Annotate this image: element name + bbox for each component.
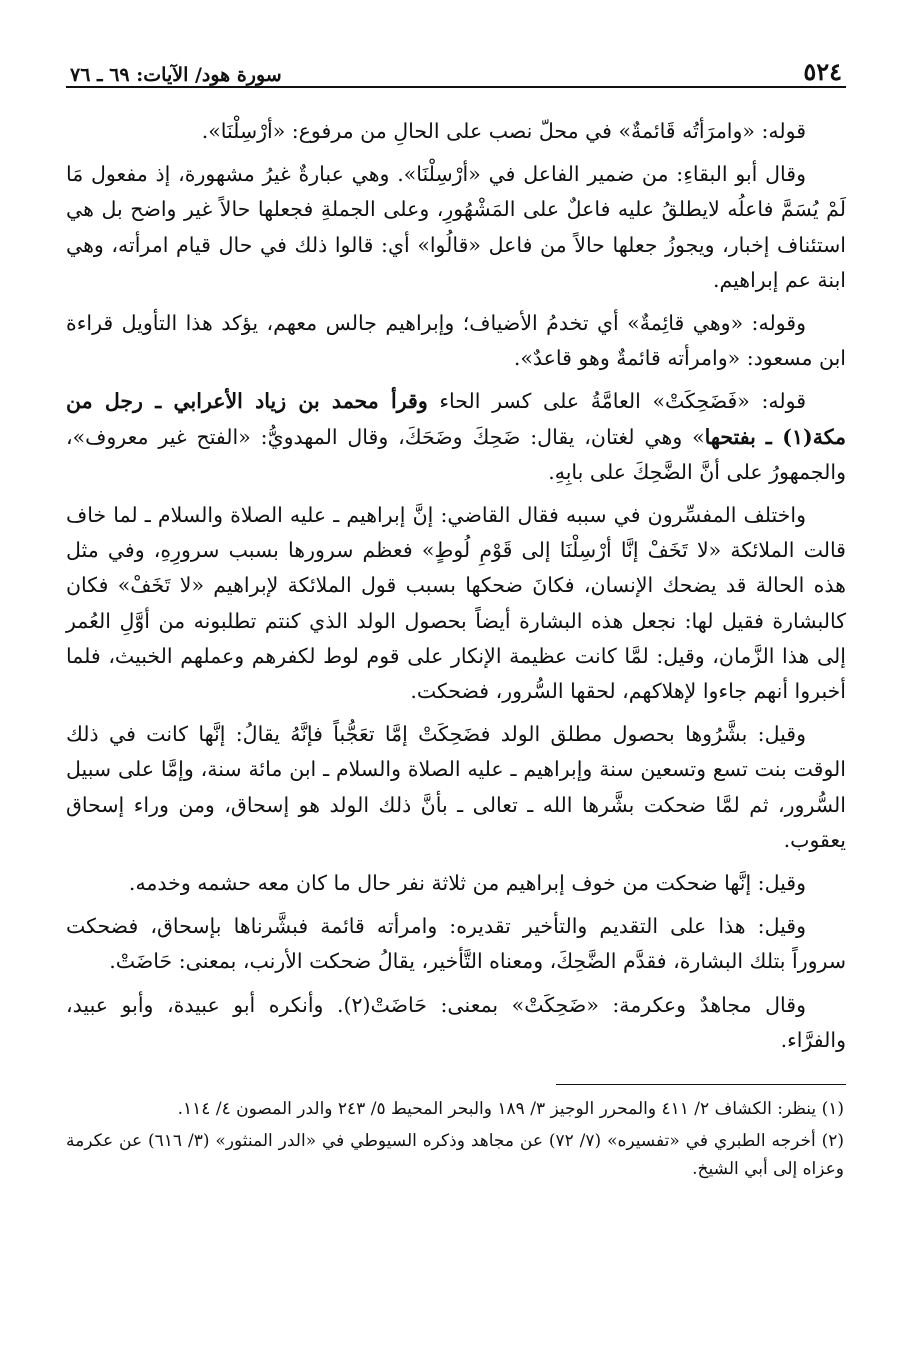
paragraph-4-bold: وقرأ محمد بن زياد الأعرابي ـ رجل من مكة(١) ـ — [66, 389, 846, 449]
footnote-1: (١) ينظر: الكشاف ٢/ ٤١١ والمحرر الوجيز ٣/ ١٨٩ والبحر المحيط ٥/ ٢٤٣ والدر المصون ٤/ ١١٤. — [177, 1099, 844, 1120]
paragraph-4 — [66, 384, 846, 490]
paragraph-7: وقيل: إنَّها ضحكت من خوف إبراهيم من ثلاثة نفر حال ما كان معه حشمه وخدمه. — [128, 871, 806, 896]
paragraph-6: وقيل: بشَّرُوها بحصول مطلق الولد فضَحِكَتْ إمَّا تعَجُّباً فإنَّهُ يقالُ: إنَّها كانت في ذلك الوقت بنت تسع وتسعين سنة وإبراهيم ـ عليه الصلاة والسلام ـ ابن مائة سنة، وإمَّا على سبيل السُّرور، ثم لمَّا ضحكت بشَّرها الله ـ تعالى ـ بأنَّ ذلك الولد هو إسحاق، ومن وراء إسحاق يعقوب. — [66, 722, 846, 852]
page-number: ٥٢٤ — [803, 57, 842, 86]
paragraph-4-lead: قوله: «فَضَحِكَتْ» العامَّةُ على كسر الحاء — [427, 389, 806, 414]
paragraph-9: وقال مجاهدٌ وعكرمة: «ضَحِكَتْ» بمعنى: حَاضَتْ(٢). وأنكره أبو عبيدة، وأبو عبيد، والفرَّاء. — [66, 992, 846, 1052]
paragraph-1: قوله: «وامرَأتُه قَائمةٌ» في محلّ نصب على الحالِ من مرفوع: «أرْسِلْنَا». — [201, 119, 806, 143]
paragraph-8: وقيل: هذا على التقديم والتأخير تقديره: وامرأته قائمة فبشَّرناها بإسحاق، فضحكت سروراً بتلك البشارة، فقدَّم الضَّحِكَ، ومعناه التَّأخير، يقالُ ضحكت الأرنب، بمعنى: حَاضَتْ. — [66, 914, 846, 974]
book-page — [66, 44, 846, 1187]
footnote-separator — [556, 1084, 846, 1085]
paragraph-5: واختلف المفسِّرون في سببه فقال القاضي: إنَّ إبراهيم ـ عليه الصلاة والسلام ـ لما خاف قالت الملائكة «لا تَخَفْ إنَّا أرْسِلْنَا إلى قَوْمِ لُوطٍ» فعظم سرورها بسبب سرورِهِ، وفي مثل هذه الحالة قد يضحك الإنسان، فكانَ ضحكها بسبب قول الملائكة لإبراهيم «لا تَخَفْ» فكان كالبشارة فقيل لها: نجعل هذه البشارة أيضاً بحصول الولد الذي كنتم تطلبونه من أوَّلِ العُمر إلى هذا الزَّمان، وقيل: لمَّا كانت عظيمة الإنكار على قوم لوط لكفرهم وعملهم الخبيث، فلما أخبروا أنهم جاءوا لإهلاكهم، لحقها السُّرور، فضحكت. — [66, 503, 846, 704]
footnote-2: (٢) أخرجه الطبري في «تفسيره» (٧/ ٧٢) عن مجاهد وذكره السيوطي في «الدر المنثور» (٣/ ٦١٦) عن عكرمة وعزاه إلى أبي الشيخ. — [66, 1131, 845, 1180]
main-text — [66, 114, 846, 1058]
paragraph-4-rest: بفتحها — [704, 424, 756, 449]
running-title: سورة هود/ الآيات: ٦٩ ـ ٧٦ — [70, 64, 282, 86]
page-header — [66, 44, 846, 88]
paragraph-2: وقال أبو البقاءِ: من ضمير الفاعل في «أرْسِلْنَا». وهي عبارةٌ غيرُ مشهورة، إذ مفعول مَا لَمْ يُسَمَّ فاعلُه لايطلقُ عليه فاعلٌ على المَشْهُورِ، وعلى الجملةِ فجعلها حالاً غير واضح بل هي استئناف إخبار، ويجوزُ جعلها حالاً من فاعل «قالُوا» أي: قالوا ذلك في حال قيام امرأته، وهي ابنة عم إبراهيم. — [66, 162, 846, 292]
footnotes — [66, 1095, 846, 1183]
paragraph-3: وقوله: «وهي قائِمةٌ» أي تخدمُ الأضياف؛ وإبراهيم جالس معهم، يؤكد هذا التأويل قراءة ابن مسعود: «وامرأته قائمةٌ وهو قاعدٌ». — [66, 311, 846, 371]
paragraph-4-tail: » وهي لغتان، يقال: ضَحِكَ وضَحَكَ، وقال المهدويُّ: «الفتح غير معروف»، والجمهورُ على أنَّ الضَّحِكَ على بابِهِ. — [66, 424, 846, 484]
